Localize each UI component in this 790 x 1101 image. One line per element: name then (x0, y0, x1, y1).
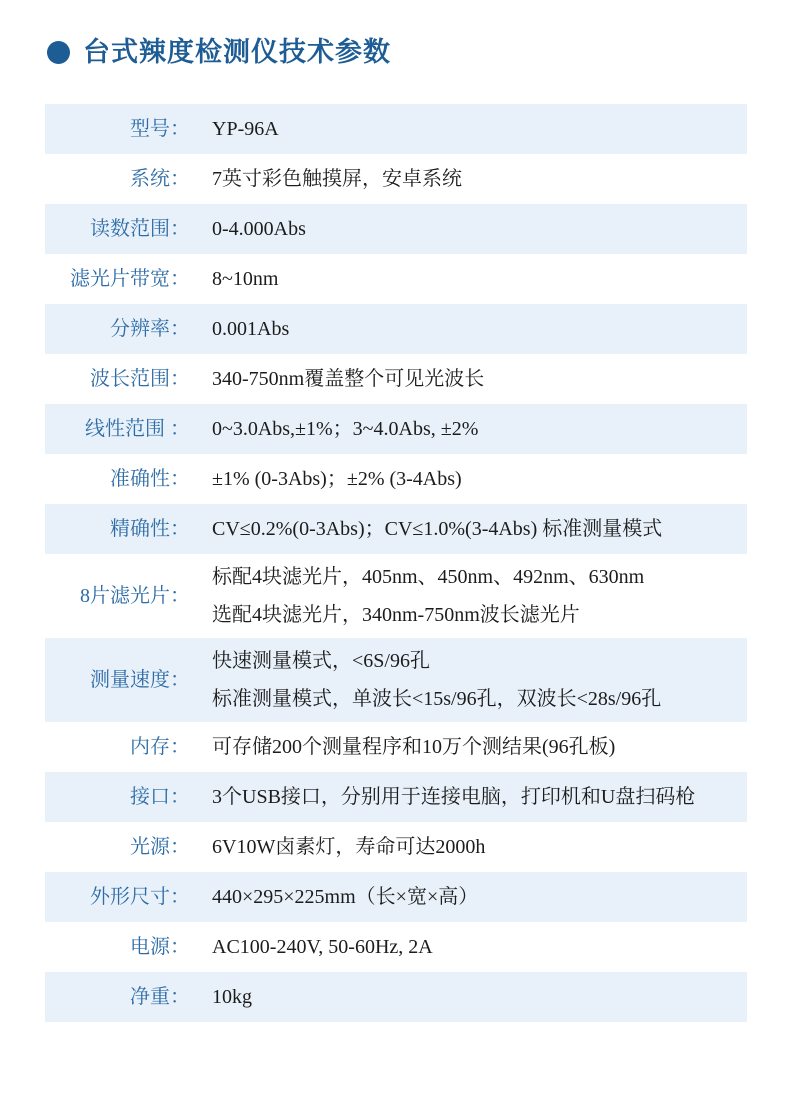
spec-row (45, 772, 747, 822)
spec-label: 准确性： (110, 468, 190, 490)
spec-value (212, 316, 747, 342)
spec-value (212, 166, 747, 192)
spec-label: 波长范围： (90, 368, 190, 390)
spec-value (212, 984, 747, 1010)
spec-value-line: 0~3.0Abs,±1%；3~4.0Abs, ±2% (212, 418, 479, 440)
spec-label: 读数范围： (90, 218, 190, 240)
spec-value (212, 784, 747, 810)
spec-label: 外形尺寸： (90, 886, 190, 908)
spec-row (45, 354, 747, 404)
spec-value (212, 466, 747, 492)
spec-row (45, 304, 747, 354)
spec-row (45, 554, 747, 638)
page-title: 台式辣度检测仪技术参数 (83, 37, 391, 67)
spec-value-line: CV≤0.2%(0-3Abs)；CV≤1.0%(3-4Abs) 标准测量模式 (212, 518, 663, 540)
spec-row (45, 822, 747, 872)
spec-value-line: 0-4.000Abs (212, 218, 306, 240)
spec-value (212, 116, 747, 142)
spec-row (45, 404, 747, 454)
spec-value-line: 340-750nm覆盖整个可见光波长 (212, 368, 485, 390)
spec-value-line: 10kg (212, 986, 252, 1008)
spec-value-line: 快速测量模式，<6S/96孔 (212, 650, 430, 672)
spec-label: 净重： (130, 986, 190, 1008)
spec-value (212, 416, 747, 442)
spec-row (45, 254, 747, 304)
spec-row (45, 872, 747, 922)
spec-label: 测量速度： (90, 669, 190, 691)
spec-value-line: YP-96A (212, 118, 279, 140)
spec-label: 光源： (130, 836, 190, 858)
spec-label: 分辨率： (110, 318, 190, 340)
spec-value (212, 934, 747, 960)
spec-row (45, 454, 747, 504)
spec-label: 电源： (130, 936, 190, 958)
spec-value (212, 834, 747, 860)
spec-value (212, 366, 747, 392)
spec-row (45, 638, 747, 722)
spec-value (212, 642, 747, 718)
spec-value-line: AC100-240V, 50-60Hz, 2A (212, 936, 433, 958)
spec-row (45, 504, 747, 554)
spec-table (45, 104, 747, 1022)
spec-row (45, 154, 747, 204)
spec-value-line: 6V10W卤素灯，寿命可达2000h (212, 836, 486, 858)
spec-value (212, 266, 747, 292)
spec-value-line: 3个USB接口，分别用于连接电脑，打印机和U盘扫码枪 (212, 786, 696, 808)
spec-label: 8片滤光片： (80, 585, 190, 607)
spec-value-line: 8~10nm (212, 268, 279, 290)
spec-label: 精确性： (110, 518, 190, 540)
spec-value-line: 7英寸彩色触摸屏，安卓系统 (212, 168, 462, 190)
spec-label: 线性范围 ： (85, 418, 190, 440)
spec-label: 滤光片带宽： (70, 268, 190, 290)
solid-circle-bullet-icon (47, 41, 70, 64)
spec-row (45, 972, 747, 1022)
spec-value-line: 标准测量模式，单波长<15s/96孔，双波长<28s/96孔 (212, 688, 662, 710)
spec-value (212, 516, 747, 542)
spec-value-line: 可存储200个测量程序和10万个测结果(96孔板) (212, 736, 616, 758)
spec-value-line: 0.001Abs (212, 318, 290, 340)
spec-label: 内存： (130, 736, 190, 758)
spec-row (45, 722, 747, 772)
spec-value-line: ±1% (0-3Abs)；±2% (3-4Abs) (212, 468, 462, 490)
spec-label: 型号： (130, 118, 190, 140)
spec-row (45, 922, 747, 972)
spec-value (212, 884, 747, 910)
spec-row (45, 104, 747, 154)
spec-value-line: 标配4块滤光片，405nm、450nm、492nm、630nm (212, 566, 645, 588)
spec-label: 接口： (130, 786, 190, 808)
section-title-row (0, 0, 790, 70)
spec-value (212, 216, 747, 242)
spec-value-line: 440×295×225mm（长×宽×高） (212, 886, 479, 908)
spec-label: 系统： (130, 168, 190, 190)
spec-value (212, 558, 747, 634)
spec-value (212, 734, 747, 760)
spec-row (45, 204, 747, 254)
spec-value-line: 选配4块滤光片，340nm-750nm波长滤光片 (212, 604, 580, 626)
